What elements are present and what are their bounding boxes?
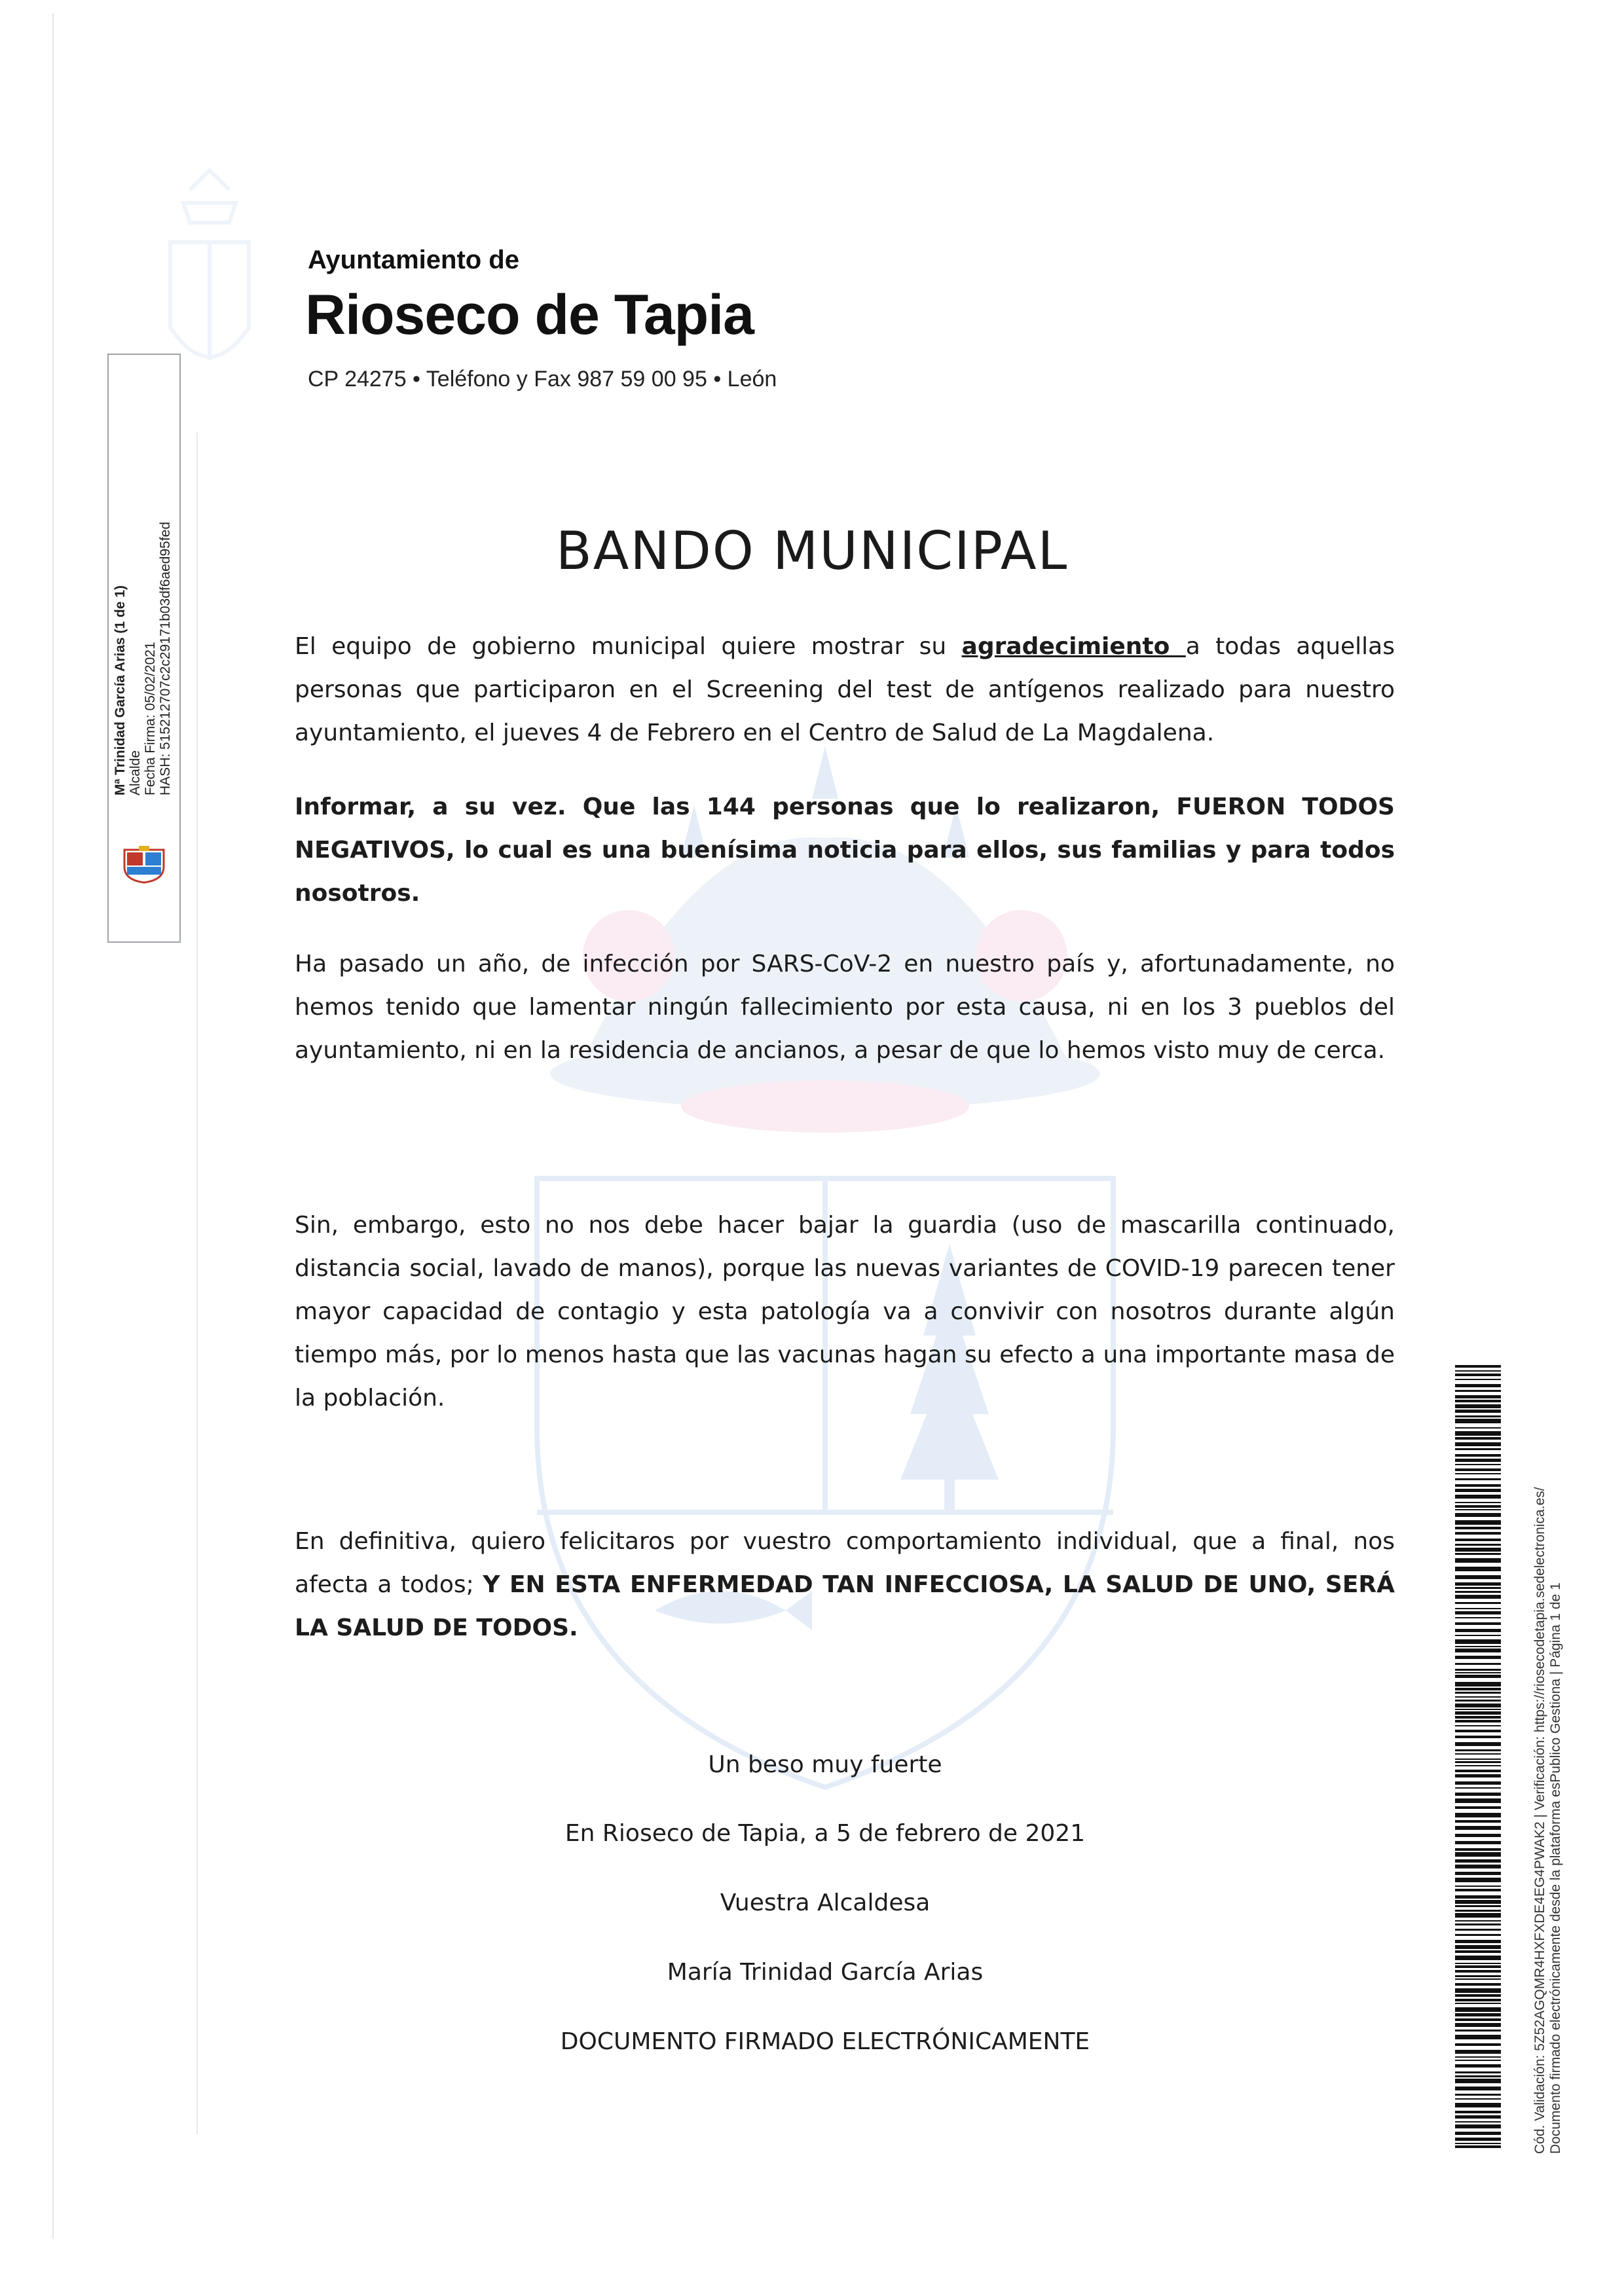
paragraph-thanks-emphasis: agradecimiento: [961, 633, 1186, 660]
paragraph-results: [295, 786, 1395, 915]
paragraph-conclusion-emphasis: Y EN ESTA ENFERMEDAD TAN INFECCIOSA, LA SALUD DE UNO, SERÁ LA SALUD DE TODOS.: [295, 1571, 1395, 1641]
barcode-bar: [1455, 1900, 1501, 1904]
barcode-bar: [1455, 1448, 1501, 1450]
barcode-bar: [1455, 1920, 1501, 1922]
barcode-bar: [1455, 1602, 1501, 1604]
barcode-bar: [1455, 1379, 1501, 1380]
barcode-bar: [1455, 1806, 1501, 1809]
barcode-bar: [1455, 1852, 1501, 1857]
barcode-bar: [1455, 1834, 1501, 1837]
barcode-bar: [1455, 1617, 1501, 1618]
barcode-bar: [1455, 2086, 1501, 2090]
barcode-bar: [1455, 1591, 1501, 1593]
barcode-bar: [1455, 1994, 1501, 1997]
barcode-bar: [1455, 1781, 1501, 1785]
barcode-bar: [1455, 1736, 1501, 1738]
barcode-bar: [1455, 1709, 1501, 1710]
barcode-bar: [1455, 2056, 1501, 2058]
barcode-bar: [1455, 1370, 1501, 1372]
barcode-bar: [1455, 1587, 1501, 1589]
barcode-bar: [1455, 1923, 1501, 1925]
barcode-bar: [1455, 2023, 1501, 2027]
barcode-bar: [1455, 2013, 1501, 2016]
barcode-bar: [1455, 1793, 1501, 1796]
barcode-bar: [1455, 2145, 1501, 2148]
barcode-bar: [1455, 1464, 1501, 1465]
signature-date: Fecha Firma: 05/02/2021: [143, 642, 158, 795]
paragraph-year: [295, 943, 1395, 1072]
barcode-bar: [1455, 1700, 1501, 1702]
barcode-bar: [1455, 2050, 1501, 2054]
barcode-bar: [1455, 1725, 1501, 1726]
barcode-bar: [1455, 2098, 1501, 2100]
barcode-bar: [1455, 1622, 1501, 1625]
barcode-bar: [1455, 1905, 1501, 1907]
barcode-bar: [1455, 1787, 1501, 1789]
barcode-bar: [1455, 1608, 1501, 1609]
barcode-bar: [1455, 2138, 1501, 2141]
barcode-bar: [1455, 1484, 1501, 1487]
barcode-bar: [1455, 1716, 1501, 1719]
paragraph-thanks-part1: El equipo de gobierno municipal quiere mostrar su: [295, 633, 962, 660]
barcode-bar: [1455, 1629, 1501, 1632]
barcode-bar: [1455, 1672, 1501, 1673]
validation-barcode: [1455, 1365, 1501, 2151]
barcode-bar: [1455, 1390, 1501, 1392]
barcode-bar: [1455, 1473, 1501, 1474]
barcode-bar: [1455, 1646, 1501, 1647]
barcode-bar: [1455, 1848, 1501, 1851]
barcode-bar: [1455, 1910, 1501, 1912]
barcode-bar: [1455, 1582, 1501, 1586]
barcode-bar: [1455, 2071, 1501, 2073]
barcode-bar: [1455, 1520, 1501, 1525]
barcode-bar: [1455, 1965, 1501, 1968]
barcode-bar: [1455, 1742, 1501, 1746]
barcode-bar: [1455, 1983, 1501, 1986]
barcode-bar: [1455, 1649, 1501, 1652]
barcode-bar: [1455, 1682, 1501, 1686]
header-contact: CP 24275 • Teléfono y Fax 987 59 00 95 • León: [308, 367, 777, 392]
barcode-bar: [1455, 1675, 1501, 1678]
signature-hash: HASH: 515212707c2c29171b03df6aed95fed: [158, 521, 173, 795]
paragraph-caution: [295, 1204, 1395, 1420]
barcode-bar: [1455, 1558, 1501, 1563]
barcode-bar: [1455, 1404, 1501, 1408]
barcode-bar: [1455, 1478, 1501, 1480]
paragraph-conclusion: [295, 1520, 1395, 1650]
validation-platform-line: Documento firmado electrónicamente desde la plataforma esPublico Gestiona | Página 1 de 1: [1548, 1582, 1563, 2154]
barcode-bar: [1455, 2064, 1501, 2068]
barcode-bar: [1455, 2115, 1501, 2119]
paragraph-results-text: Informar, a su vez. Que las 144 personas que lo realizaron, FUERON TODOS NEGATIVOS, lo cual es una buenísima noticia para ellos, sus familias y para todos nosotros.: [295, 793, 1395, 907]
barcode-bar: [1455, 1427, 1501, 1429]
header-municipality-name: Rioseco de Tapia: [305, 283, 754, 346]
barcode-bar: [1455, 1929, 1501, 1931]
barcode-bar: [1455, 1468, 1501, 1471]
barcode-bar: [1455, 1442, 1501, 1446]
barcode-bar: [1455, 2035, 1501, 2039]
barcode-bar: [1455, 1553, 1501, 1555]
barcode-bar: [1455, 1539, 1501, 1541]
barcode-bar: [1455, 1544, 1501, 1546]
barcode-bar: [1455, 1895, 1501, 1899]
barcode-bar: [1455, 1826, 1501, 1830]
barcode-bar: [1455, 1696, 1501, 1698]
barcode-bar: [1455, 1970, 1501, 1973]
closing-sign-role: Vuestra Alcaldesa: [720, 1889, 931, 1916]
paragraph-thanks: [295, 625, 1395, 755]
barcode-bar: [1455, 1940, 1501, 1943]
barcode-bar: [1455, 1978, 1501, 1980]
barcode-bar: [1455, 1945, 1501, 1949]
barcode-bar: [1455, 1595, 1501, 1599]
barcode-bar: [1455, 1720, 1501, 1722]
barcode-bar: [1455, 2132, 1501, 2135]
barcode-bar: [1455, 2094, 1501, 2096]
barcode-bar: [1455, 2124, 1501, 2128]
document-title: BANDO MUNICIPAL: [555, 520, 1069, 581]
closing-place-date: En Rioseco de Tapia, a 5 de febrero de 2021: [564, 1820, 1086, 1847]
barcode-bar: [1455, 1635, 1501, 1636]
barcode-bar: [1455, 1774, 1501, 1777]
barcode-bar: [1455, 1489, 1501, 1492]
barcode-bar: [1455, 2079, 1501, 2083]
barcode-bar: [1455, 1753, 1501, 1755]
barcode-bar: [1455, 1415, 1501, 1417]
paragraph-caution-text: Sin, embargo, esto no nos debe hacer bajar la guardia (uso de mascarilla continuado, distancia social, lavado de manos), porque las nuevas variantes de COVID-19 parecen tener mayor capacidad de contagio y esta patología va a convivir con nosotros durante algún tiempo más, por lo menos hasta que las vacunas hagan su efecto a una importante masa de la población.: [295, 1212, 1395, 1412]
barcode-bar: [1455, 1513, 1501, 1517]
barcode-bar: [1455, 1384, 1501, 1387]
barcode-bar: [1455, 1374, 1501, 1376]
closing-greeting: Un beso muy fuerte: [708, 1751, 942, 1778]
barcode-bar: [1455, 1692, 1501, 1694]
barcode-bar: [1455, 1820, 1501, 1823]
validation-code-line: Cód. Validación: 5Z52AGQMR4HXFXDE4EG4PWAK2 | Verificación: https://riosecodetapia.sedelectronica.es/: [1532, 1487, 1547, 2154]
barcode-bar: [1455, 1999, 1501, 2001]
barcode-bar: [1455, 2060, 1501, 2061]
closing-signed-note: DOCUMENTO FIRMADO ELECTRÓNICAMENTE: [560, 2028, 1090, 2055]
barcode-bar: [1455, 1509, 1501, 1510]
barcode-bar: [1455, 1410, 1501, 1413]
barcode-bar: [1455, 1975, 1501, 1977]
barcode-bar: [1455, 1437, 1501, 1440]
barcode-bar: [1455, 2143, 1501, 2144]
barcode-bar: [1455, 1454, 1501, 1457]
header-pre-title: Ayuntamiento de: [308, 246, 519, 274]
barcode-bar: [1455, 2043, 1501, 2046]
barcode-bar: [1455, 1669, 1501, 1671]
barcode-bar: [1455, 1395, 1501, 1398]
barcode-bar: [1455, 1663, 1501, 1665]
barcode-bar: [1455, 1886, 1501, 1887]
barcode-bar: [1455, 1639, 1501, 1644]
barcode-bar: [1455, 1365, 1501, 1368]
barcode-bar: [1455, 2007, 1501, 2012]
barcode-bar: [1455, 1532, 1501, 1535]
barcode-bar: [1455, 1548, 1501, 1552]
barcode-bar: [1455, 1502, 1501, 1503]
barcode-bar: [1455, 1431, 1501, 1436]
barcode-bar: [1455, 1813, 1501, 1817]
barcode-bar: [1455, 1656, 1501, 1659]
barcode-bar: [1455, 1400, 1501, 1402]
barcode-bar: [1455, 1865, 1501, 1868]
barcode-bar: [1455, 2018, 1501, 2021]
paragraph-conclusion-part1: En definitiva, quiero felicitaros por vuestro comportamiento individual, que a final, nos afecta a todos;: [295, 1528, 1395, 1598]
barcode-bar: [1455, 2030, 1501, 2032]
signer-name: Mª Trinidad García Arias (1 de 1): [113, 585, 128, 795]
barcode-bar: [1455, 1872, 1501, 1875]
barcode-bar: [1455, 1841, 1501, 1844]
barcode-bar: [1455, 1963, 1501, 1964]
barcode-bar: [1455, 1950, 1501, 1953]
barcode-bar: [1455, 1878, 1501, 1882]
barcode-bar: [1455, 1495, 1501, 1499]
barcode-bar: [1455, 1575, 1501, 1579]
municipal-shield-icon: [119, 845, 169, 884]
barcode-bar: [1455, 1688, 1501, 1690]
barcode-bar: [1455, 1704, 1501, 1707]
signer-role: Alcalde: [128, 750, 143, 795]
barcode-bar: [1455, 1567, 1501, 1571]
barcode-bar: [1455, 2103, 1501, 2107]
barcode-bar: [1455, 1859, 1501, 1863]
barcode-bar: [1455, 2121, 1501, 2123]
barcode-bar: [1455, 1765, 1501, 1766]
barcode-bar: [1455, 1611, 1501, 1614]
paragraph-thanks-part2: a todas aquellas personas que participaron en el Screening del test de antígenos realizado para nuestro ayuntamiento, el jueves 4 de Febrero en el Centro de Salud de La Magdalena.: [295, 633, 1395, 746]
barcode-bar: [1455, 1988, 1501, 1993]
barcode-bar: [1455, 2003, 1501, 2004]
barcode-bar: [1455, 1749, 1501, 1751]
barcode-bar: [1455, 1913, 1501, 1918]
barcode-bar: [1455, 1459, 1501, 1462]
scan-margin-line: [196, 432, 198, 2134]
barcode-bar: [1455, 1505, 1501, 1508]
barcode-bar: [1455, 1758, 1501, 1760]
barcode-bar: [1455, 2075, 1501, 2077]
barcode-bar: [1455, 1730, 1501, 1732]
barcode-bar: [1455, 1934, 1501, 1936]
barcode-bar: [1455, 1761, 1501, 1763]
barcode-bar: [1455, 1711, 1501, 1715]
closing-sign-name: María Trinidad García Arias: [667, 1959, 984, 1986]
barcode-bar: [1455, 1527, 1501, 1529]
barcode-bar: [1455, 1798, 1501, 1803]
barcode-bar: [1455, 2111, 1501, 2113]
barcode-bar: [1455, 1419, 1501, 1423]
barcode-bar: [1455, 1770, 1501, 1772]
barcode-bar: [1455, 1889, 1501, 1891]
validation-text: [1532, 1368, 1564, 2154]
paragraph-year-text: Ha pasado un año, de infección por SARS-CoV-2 en nuestro país y, afortunadamente, no hemos tenido que lamentar ningún fallecimiento por esta causa, ni en los 3 pueblos del ayuntamiento, ni en la residencia de ancianos, a pesar de que lo hemos visto muy de cerca.: [295, 951, 1395, 1064]
barcode-bar: [1455, 1956, 1501, 1960]
